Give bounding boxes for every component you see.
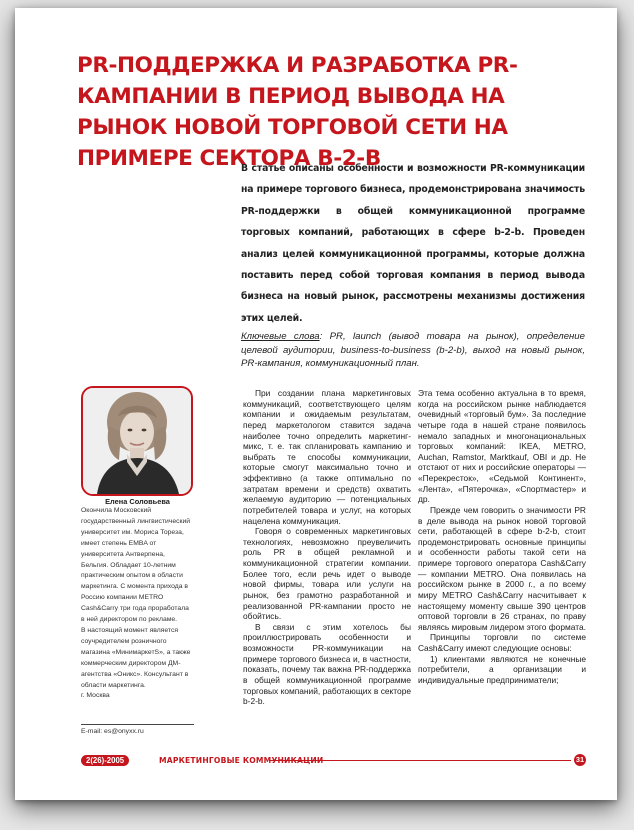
- author-city: г. Москва: [81, 692, 110, 700]
- author-photo: [81, 386, 193, 496]
- keywords-label: Ключевые слова: [241, 331, 320, 342]
- paragraph: При создании плана маркетинговых коммуникаций, соответствующего целям компании и ожидаемым результатам, перед маркетологом ставится задача наиболее точно определить маркетинг-микс, т. е. так спланировать кампанию и выбрать те способы коммуникации, которые смогут максимально точно и эффективно (а также оптимально по затратам времени и средств) охватить желаемую аудиторию — потенциальных потребителей товара и услуг, на которых нацелена коммуникация.: [243, 388, 411, 526]
- article-abstract: В статье описаны особенности и возможности PR-коммуникации на примере торгового бизнеса, продемонстрирована значимость PR-поддержки в общей коммуникационной программе торговых компаний, работающих в сфере b-2-b. Проведен анализ целей коммуникационной программы, которые должна поставить перед собой торговая компания в период вывода бизнеса на новый рынок, рассмотрены механизмы достижения этих целей.: [241, 163, 585, 324]
- article-title: PR-ПОДДЕРЖКА И РАЗРАБОТКА PR-КАМПАНИИ В ПЕРИОД ВЫВОДА НА РЫНОК НОВОЙ ТОРГОВОЙ СЕТИ НА ПРИМЕРЕ СЕКТОРА B-2-B: [77, 53, 518, 171]
- paragraph: 1) клиентами являются не конечные потребители, а организации и индивидуальные предприниматели;: [418, 653, 586, 685]
- issue-badge: 2(26)-2005: [81, 755, 129, 766]
- magazine-page: [15, 8, 617, 800]
- author-bio-current: В настоящий момент является соучредителем розничного магазина «МинимаркетS», а также коммерческим директором ДМ-агентства «Оникс». Консультант в области маркетинга.: [81, 626, 191, 689]
- author-bio: [81, 506, 194, 702]
- page-footer: [81, 754, 591, 768]
- paragraph: Говоря о современных маркетинговых технологиях, невозможно преувеличить роль PR в общей рекламной и коммуникационной стратегии компании. Более того, если речь идет о выводе новой фирмы, товара или услуги на рынок, без грамотно разработанной и реализованной PR-кампании просто не обойтись.: [243, 526, 411, 622]
- page-number: 31: [575, 755, 585, 764]
- author-portrait-image: [83, 388, 191, 494]
- body-column-1: [243, 388, 411, 707]
- paragraph: В связи с этим хотелось бы проиллюстрировать особенности и возможности PR-коммуникации на примере торгового бизнеса и, в частности, показать, почему так важна PR-поддержка в общей коммуникационной программе торговых компаний, работающих в секторе b-2-b.: [243, 621, 412, 707]
- paragraph: Прежде чем говорить о значимости PR в деле вывода на рынок новой торговой сети, работающей в сфере b-2-b, стоит продемонстрировать основные принципы и особенности работы такой сети на примере торгового оператора Cash&Carry — компании METRO. Она появилась на российском рынке в 2000 г., а по всему миру METRO Cash&Carry насчитывает к настоящему моменту свыше 390 центров оптовой торговли в 26 странах, по праву являясь мировым лидером этого формата.: [418, 504, 586, 632]
- author-email: E-mail: es@onyxx.ru: [81, 728, 144, 735]
- journal-name: МАРКЕТИНГОВЫЕ КОММУНИКАЦИИ: [159, 756, 324, 765]
- article-keywords: [241, 330, 585, 371]
- email-divider: [81, 724, 194, 725]
- body-column-2: [418, 388, 586, 686]
- author-name: Елена Соловьева: [105, 497, 170, 506]
- keywords-text: : PR, launch (вывод товара на рынок), определение целевой аудитории, business-to-business (b-2-b), выход на новый рынок, PR-кампания, коммуникационный план.: [241, 331, 585, 370]
- author-bio-education: Окончила Московский государственный лингвистический университет им. Мориса Тореза, имеет степень EMBA от университета Антверпена, Бельгия. Обладает 10-летним практическим опытом в области маркетинга. С момента прихода в Россию компании METRO Cash&Carry три года проработала в ней директором по рекламе.: [81, 507, 191, 624]
- footer-divider: [269, 760, 571, 761]
- paragraph: Эта тема особенно актуальна в то время, когда на российском рынке наблюдается очевидный «торговый бум». За последние четыре года в нашей стране появилось немало западных и многонациональных торговых компаний: IKEA, METRO, Auchan, Ramstor, Marktkauf, OBI и др. Не отстают от них и российские операторы — «Перекресток», «Седьмой Континент», «Лента», «Пятерочка», «Спортмастер» и др.: [418, 388, 586, 505]
- paragraph: Принципы торговли по системе Cash&Carry имеют следующие основы:: [418, 632, 586, 653]
